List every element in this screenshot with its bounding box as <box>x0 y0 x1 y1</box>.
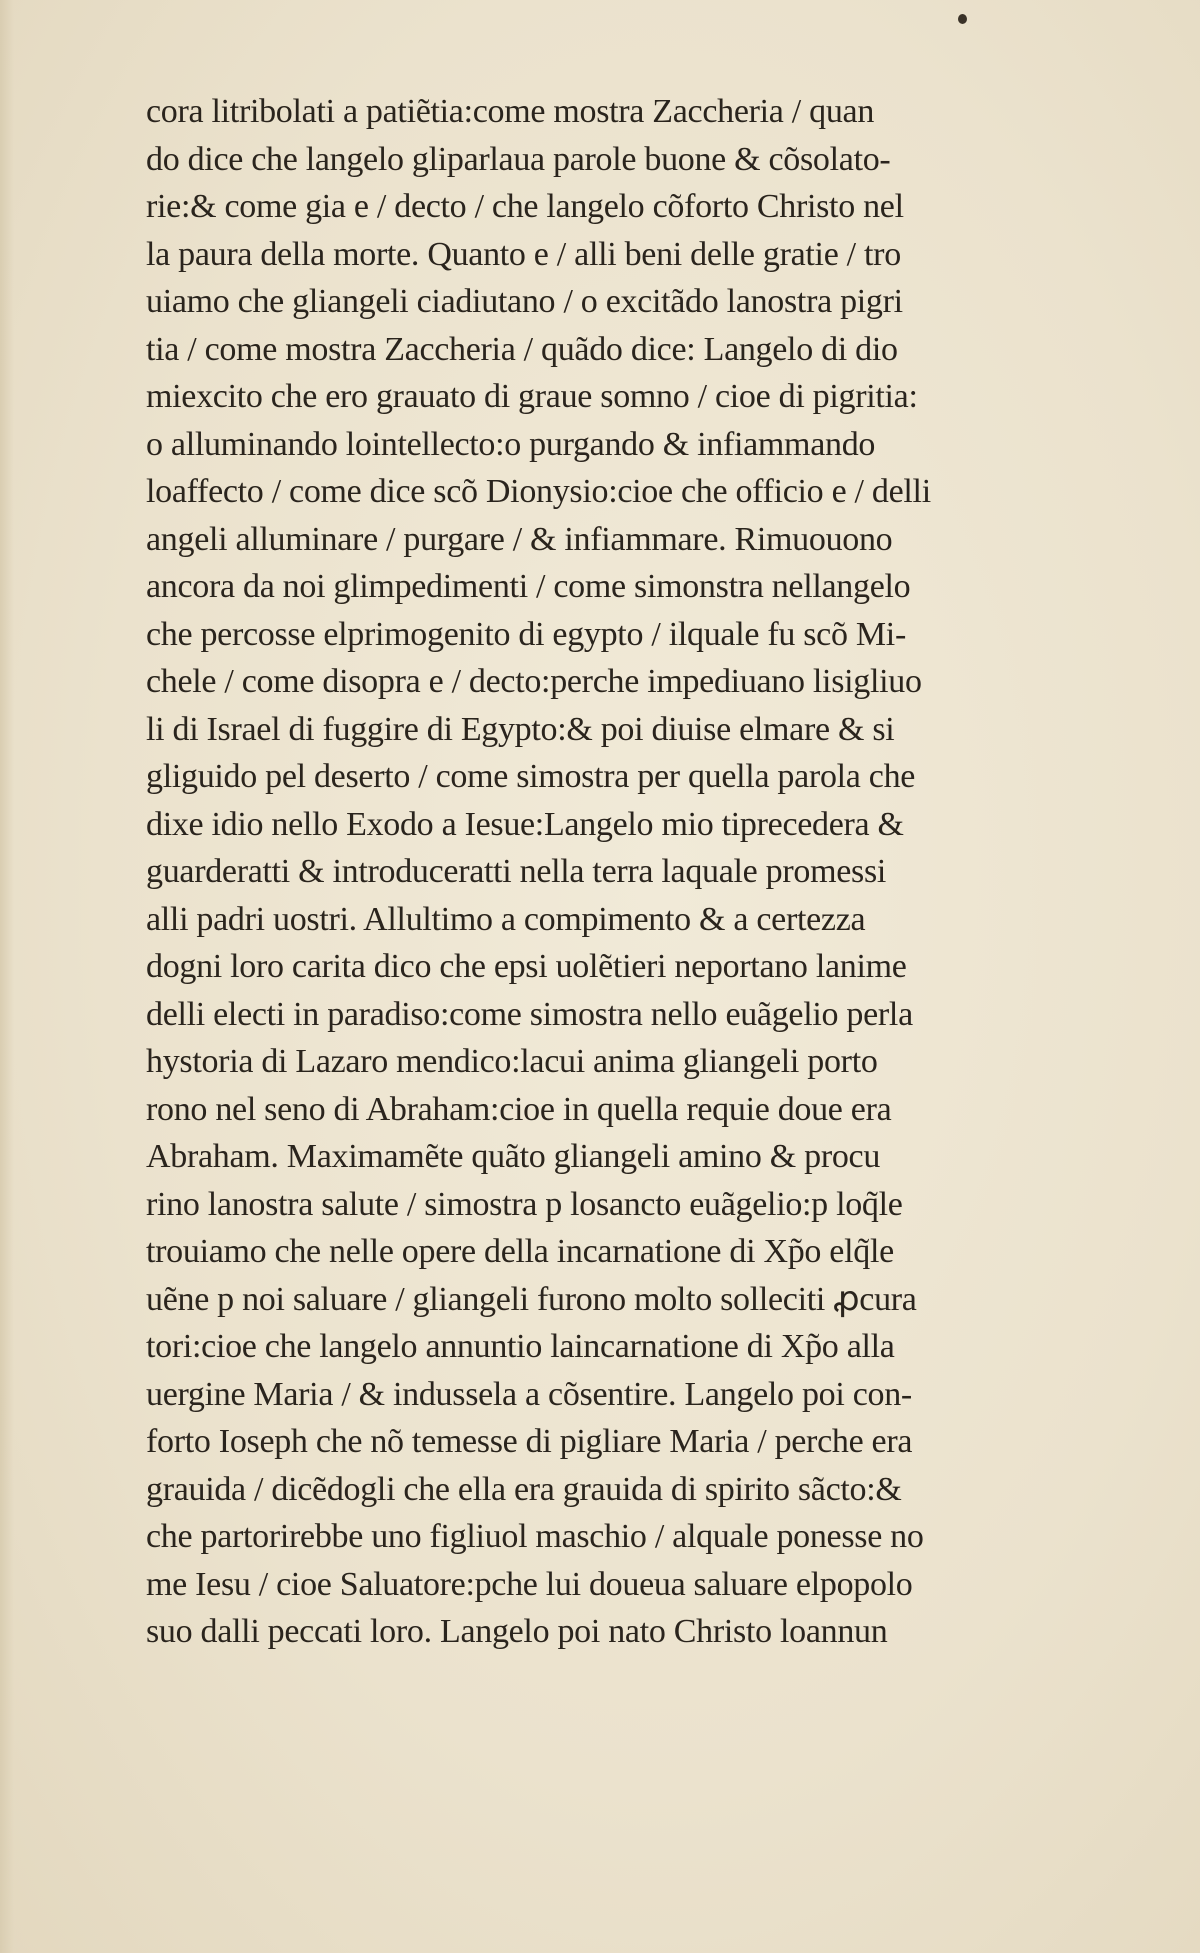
text-line: cora litribolati a patiẽtia:come mostra Zaccheria / quan <box>146 93 875 130</box>
text-line: hystoria di Lazaro mendico:lacui anima gliangeli porto <box>146 1043 878 1080</box>
text-line: tia / come mostra Zaccheria / quãdo dice: Langelo di dio <box>146 330 898 368</box>
text-line: o alluminando lointellecto:o purgando & infiammando <box>146 425 876 463</box>
text-line: gliguido pel deserto / come simostra per quella parola che <box>146 758 916 795</box>
text-line: miexcito che ero grauato di graue somno / cioe di pigritia: <box>146 378 918 415</box>
page-gutter-shadow <box>0 0 14 1953</box>
text-line: ancora da noi glimpedimenti / come simonstra nellangelo <box>146 568 911 605</box>
text-block <box>146 88 1016 1656</box>
text-line: do dice che langelo gliparlaua parole buone & cõsolato- <box>146 140 891 178</box>
text-line: dogni loro carita dico che epsi uolẽtieri neportano lanime <box>146 948 907 985</box>
text-line: li di Israel di fuggire di Egypto:& poi diuise elmare & si <box>146 710 895 748</box>
text-line: trouiamo che nelle opere della incarnatione di Xp̃o elq̃le <box>146 1233 894 1270</box>
text-line: uergine Maria / & indussela a cõsentire. Langelo poi con- <box>146 1375 912 1413</box>
text-line: me Iesu / cioe Saluatore:pche lui doueua saluare elpopolo <box>146 1565 913 1603</box>
text-line: delli electi in paradiso:come simostra nello euãgelio perla <box>146 995 913 1033</box>
text-line: rie:& come gia e / decto / che langelo cõforto Christo nel <box>146 188 904 225</box>
text-line: suo dalli peccati loro. Langelo poi nato Christo loannun <box>146 1613 888 1650</box>
ink-dot-mark <box>958 14 967 24</box>
text-line: che percosse elprimogenito di egypto / ilquale fu scõ Mi- <box>146 615 906 653</box>
text-line: alli padri uostri. Allultimo a compimento & a certezza <box>146 900 866 938</box>
text-line: angeli alluminare / purgare / & infiammare. Rimuouono <box>146 520 893 558</box>
text-line: uẽne p noi saluare / gliangeli furono molto solleciti ꝓcura <box>146 1280 917 1318</box>
text-line: tori:cioe che langelo annuntio laincarnatione di Xp̃o alla <box>146 1328 895 1365</box>
text-line: chele / come disopra e / decto:perche impediuano lisigliuo <box>146 663 922 700</box>
text-line: rono nel seno di Abraham:cioe in quella requie doue era <box>146 1090 892 1128</box>
text-line: loaffecto / come dice scõ Dionysio:cioe che officio e / delli <box>146 473 931 510</box>
text-line: dixe idio nello Exodo a Iesue:Langelo mio tiprecedera & <box>146 805 904 843</box>
text-line: Abraham. Maximamẽte quãto gliangeli amino & procu <box>146 1138 881 1175</box>
text-line: forto Ioseph che nõ temesse di pigliare Maria / perche era <box>146 1423 913 1460</box>
text-line: grauida / dicẽdogli che ella era grauida di spirito sãcto:& <box>146 1470 902 1508</box>
text-line: uiamo che gliangeli ciadiutano / o excitãdo lanostra pigri <box>146 283 903 320</box>
text-line: rino lanostra salute / simostra p losancto euãgelio:p loq̃le <box>146 1185 903 1223</box>
text-line: guarderatti & introduceratti nella terra laquale promessi <box>146 853 887 890</box>
text-line: che partorirebbe uno figliuol maschio / alquale ponesse no <box>146 1518 924 1555</box>
text-line: la paura della morte. Quanto e / alli beni delle gratie / tro <box>146 235 901 273</box>
